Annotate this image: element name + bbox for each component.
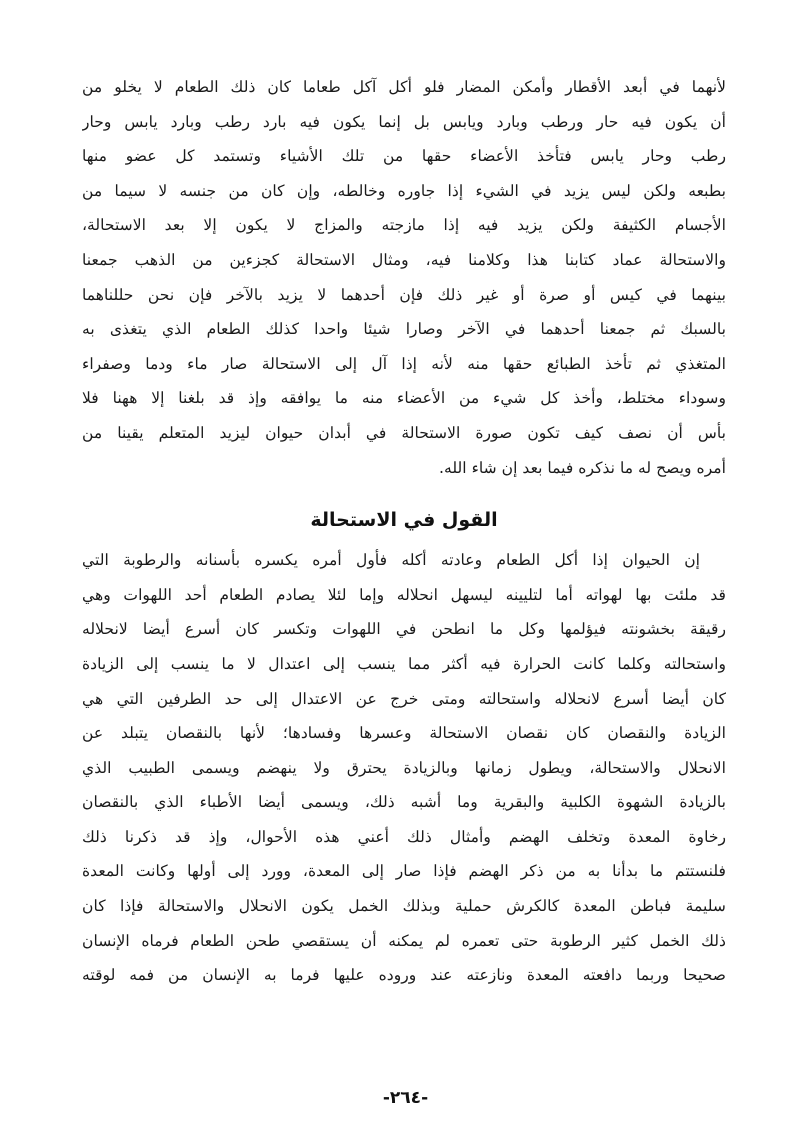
- text-line: رخاوة المعدة وتخلف الهضم وأمثال ذلك أعني هذه الأحوال، وإذ قد ذكرنا ذلك: [82, 827, 726, 846]
- text-line: سليمة فباطن المعدة كالكرش حملية وبذلك الخمل يكون الانحلال والاستحالة فإذا كان: [82, 897, 726, 916]
- paragraph-2: [82, 543, 726, 993]
- text-line: أن يكون فيه حار ورطب وبارد ويابس بل إنما يكون فيه بارد رطب وبارد يابس وحار: [82, 112, 726, 131]
- page-number: -٢٦٤-: [382, 1088, 429, 1108]
- text-line: بالسبك ثم جمعنا أحدهما في الآخر وصارا شيئا واحدا كذلك الطعام الذي يتغذى به: [82, 320, 726, 339]
- text-line: بأس أن نصف كيف تكون صورة الاستحالة في أبدان حيوان ليزيد المتعلم يقينا من: [82, 423, 726, 442]
- paragraph-1: [82, 70, 726, 485]
- text-line: بالزيادة الشهوة الكلبية والبقرية وما أشبه ذلك، ويسمى أيضا الأطباء الذي بالنقصان: [82, 793, 726, 812]
- text-line: وسوداء مختلط، وأخذ كل شيء من الأعضاء منه ما يوافقه وإذ قد بلغنا إلا ههنا فلا: [82, 389, 726, 408]
- text-line: أمره ويصح له ما نذكره فيما بعد إن شاء الله.: [439, 458, 726, 477]
- text-line: إن الحيوان إذا أكل الطعام وعادته أكله فأول أمره يكسره بأسنانه والرطوبة التي: [82, 551, 700, 570]
- text-line: صحيحا وربما دافعته المعدة ونازعته عند وروده عليها فرما به الإنسان من فمه لوقته: [82, 966, 726, 985]
- section-heading: القول في الاستحالة: [310, 509, 498, 532]
- text-line: بطبعه ولكن ليس يزيد في الشيء إذا جاوره وخالطه، وإن كان من جنسه لا سيما من: [82, 181, 726, 200]
- text-line: الأجسام الكثيفة ولكن يزيد فيه إذا مازجته والمزاج لا يكون إلا بعد الاستحالة،: [82, 216, 726, 235]
- text-line: رطب وحار يابس فتأخذ الأعضاء حقها من تلك الأشياء وتستمد كل عضو منها: [82, 147, 726, 166]
- text-line: بينهما في كيس أو صرة أو غير ذلك فإن أحدهما لا يزيد بالآخر فإن نحن حللناهما: [82, 285, 726, 304]
- text-line: قد ملئت بها لهواته أما لتليينه ليسهل انحلاله وإما لئلا يصادم الطعام أحد اللهوات وهي: [82, 585, 726, 604]
- text-line: ذلك الخمل كثير الرطوبة حتى تعمره لم يمكنه أن يستقصي طحن الطعام فرماه الإنسان: [82, 931, 726, 950]
- text-line: واستحالته وكلما كانت الحرارة فيه أكثر مما ينسب إلى اعتدال لا ما ينسب إلى الزيادة: [82, 654, 726, 673]
- text-line: فلنستتم ما بدأنا به من ذكر الهضم فإذا صار إلى المعدة، وورد إلى أولها وكانت المعدة: [82, 862, 726, 881]
- text-line: الانحلال والاستحالة، ويطول زمانها وبالزيادة يحترق ولا ينهضم ويسمى الطبيب الذي: [82, 758, 726, 777]
- text-line: رقيقة بخشونته فيؤلمها وكل ما انطحن في اللهوات وتكسر كان أسرع أيضا لانحلاله: [82, 620, 726, 639]
- text-line: الزيادة والنقصان كان نقصان الاستحالة وعسرها وفسادها؛ لأنها بالنقصان يتبلد عن: [82, 724, 726, 743]
- text-line: المتغذي ثم تأخذ الطبائع حقها منه لأنه إذا آل إلى الاستحالة صار ماء ودما وصفراء: [82, 354, 726, 373]
- text-line: كان أيضا أسرع لانحلاله واستحالته ومتى خرج عن الاعتدال إلى حد الطرفين التي هي: [82, 689, 726, 708]
- page-body: [82, 70, 726, 993]
- text-line: والاستحالة عماد كتابنا هذا وكلامنا فيه، ومثال الاستحالة كجزءين من الذهب جمعنا: [82, 250, 726, 269]
- text-line: لأنهما في أبعد الأقطار وأمكن المضار فلو أكل آكل طعاما كان ذلك الطعام لا يخلو من: [82, 78, 726, 96]
